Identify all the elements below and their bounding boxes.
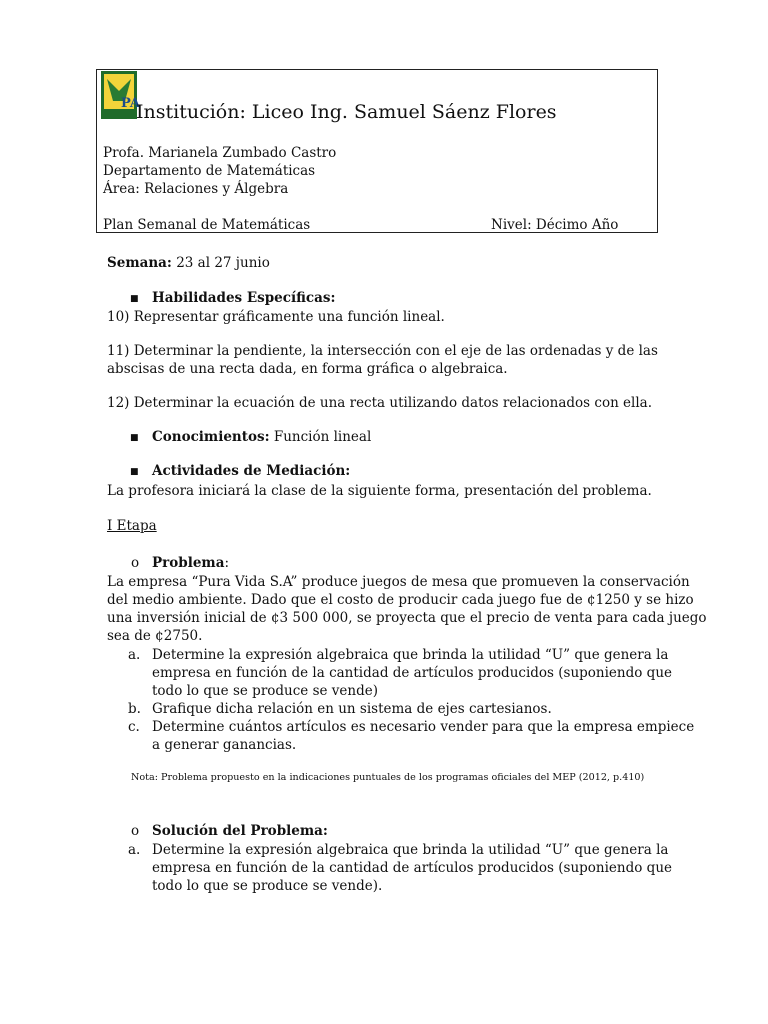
problem-text-line: una inversión inicial de ¢3 500 000, se proyecta que el precio de venta para cada juego (107, 610, 707, 626)
knowledge-value: Función lineal (269, 429, 372, 445)
teacher-name: Profa. Marianela Zumbado Castro (103, 145, 337, 161)
question-line: Grafique dicha relación en un sistema de ejes cartesianos. (152, 701, 552, 717)
school-logo (101, 71, 140, 119)
question-line: empresa en función de la cantidad de artículos producidos (suponiendo que (152, 665, 673, 681)
stage-heading: I Etapa (107, 518, 157, 534)
institution-title: Institución: Liceo Ing. Samuel Sáenz Flores (136, 101, 557, 123)
question-line: Determine cuántos artículos es necesario vender para que la empresa empiece (152, 719, 695, 735)
solution-letter: a. (128, 842, 141, 858)
problem-colon: : (224, 555, 230, 571)
solution-line: Determine la expresión algebraica que brinda la utilidad “U” que genera la (152, 842, 669, 858)
square-bullet-icon: ■ (130, 294, 139, 304)
problem-text-line: del medio ambiente. Dado que el costo de producir cada juego fue de ¢1250 y se hizo (107, 592, 694, 608)
question-letter: c. (128, 719, 140, 735)
week-line (107, 255, 270, 271)
problem-text-line: sea de ¢2750. (107, 628, 203, 644)
department: Departamento de Matemáticas (103, 163, 316, 179)
problem-heading-line (152, 555, 229, 571)
skill-item: 10) Representar gráficamente una función lineal. (107, 309, 445, 325)
skill-item-continued: abscisas de una recta dada, en forma gráfica o algebraica. (107, 361, 508, 377)
knowledge-line (152, 429, 371, 445)
question-line: todo lo que se produce se vende) (152, 683, 378, 699)
plan-title: Plan Semanal de Matemáticas (103, 217, 311, 233)
area: Área: Relaciones y Álgebra (103, 181, 289, 197)
level: Nivel: Décimo Año (491, 217, 619, 233)
question-letter: a. (128, 647, 141, 663)
question-letter: b. (128, 701, 141, 717)
question-line: Determine la expresión algebraica que brinda la utilidad “U” que genera la (152, 647, 669, 663)
problem-heading: Problema (152, 555, 225, 571)
problem-text-line: La empresa “Pura Vida S.A” produce juegos de mesa que promueven la conservación (107, 574, 690, 590)
skills-heading: Habilidades Específicas: (152, 290, 336, 306)
logo-letters: PA (121, 96, 140, 111)
activities-intro: La profesora iniciará la clase de la siguiente forma, presentación del problema. (107, 483, 652, 499)
solution-heading: Solución del Problema: (152, 823, 328, 839)
skill-item: 12) Determinar la ecuación de una recta utilizando datos relacionados con ella. (107, 395, 653, 411)
week-value: 23 al 27 junio (171, 255, 270, 271)
skill-item: 11) Determinar la pendiente, la intersección con el eje de las ordenadas y de las (107, 343, 658, 359)
week-label: Semana: (107, 255, 172, 271)
square-bullet-icon: ■ (130, 433, 139, 443)
activities-heading: Actividades de Mediación: (152, 463, 351, 479)
knowledge-label: Conocimientos: (152, 429, 270, 445)
circle-bullet-icon: o (131, 823, 140, 839)
circle-bullet-icon: o (131, 555, 140, 571)
square-bullet-icon: ■ (130, 467, 139, 477)
solution-line: todo lo que se produce se vende). (152, 878, 383, 894)
source-note: Nota: Problema propuesto en la indicaciones puntuales de los programas oficiales del MEP (2012, p.410) (131, 772, 645, 783)
solution-line: empresa en función de la cantidad de artículos producidos (suponiendo que (152, 860, 673, 876)
question-line: a generar ganancias. (152, 737, 297, 753)
